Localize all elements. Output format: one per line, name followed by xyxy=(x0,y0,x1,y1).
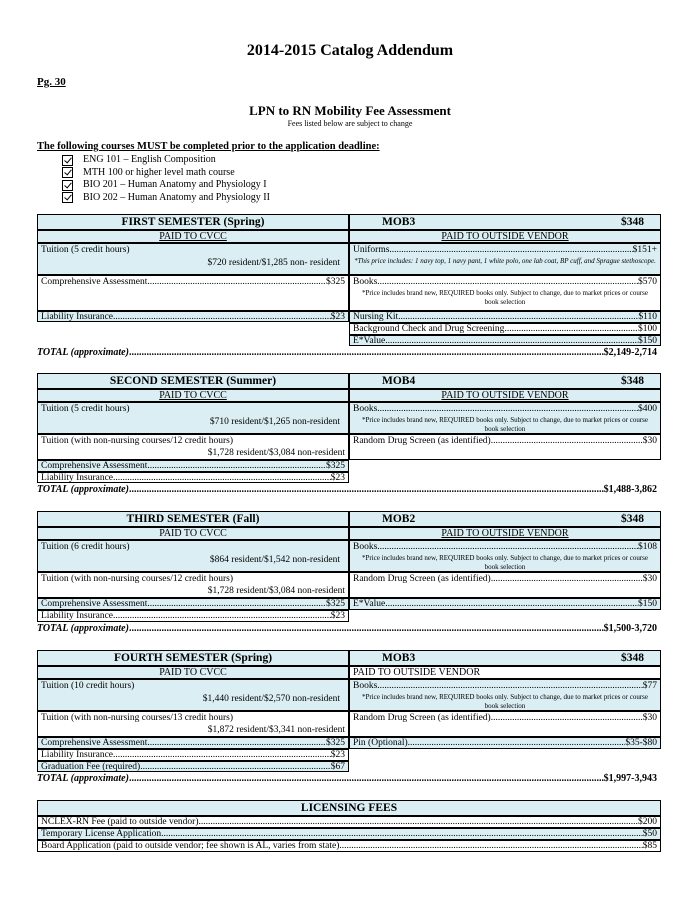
semester-heading: THIRD SEMESTER (Fall) xyxy=(37,511,349,527)
paid-to-vendor-heading: PAID TO OUTSIDE VENDOR xyxy=(349,389,661,402)
paid-to-vendor-heading: PAID TO OUTSIDE VENDOR xyxy=(349,527,661,540)
list-item: BIO 201 – Human Anatomy and Physiology I xyxy=(62,179,270,192)
course-fee-heading xyxy=(349,650,661,666)
fee-change-note: Fees listed below are subject to change xyxy=(287,119,413,128)
licensing-fees-table xyxy=(37,800,661,852)
graduation-fee-cell: Graduation Fee (required) ..... $67 xyxy=(37,761,349,772)
pin-cell: Pin (Optional) ..... $35-$80 xyxy=(349,737,661,749)
course-fee: $348 xyxy=(621,513,644,525)
tuition-cell: Tuition (6 credit hours) $864 resident/$1,542 non-resident xyxy=(37,540,349,572)
evalue-cell: E*Value ..... $150 xyxy=(349,598,661,610)
first-semester-total: TOTAL (approximate) ..... $2,149-2,714 xyxy=(37,347,657,358)
tuition-with-nonnursing-cell: Tuition (with non-nursing courses/12 credit hours) $1,728 resident/$3,084 non-resident xyxy=(37,572,349,598)
drug-screen-cell: Random Drug Screen (as identified) ..... $30 xyxy=(349,434,661,460)
liability-insurance-cell: Liability Insurance ..... $23 xyxy=(37,610,349,622)
paid-to-cvcc-heading: PAID TO CVCC xyxy=(37,389,349,402)
checkbox-checked-icon xyxy=(62,155,73,166)
books-cell: Books ..... $108 *Price includes brand new, REQUIRED books only. Subject to change, due to market prices or course book selection xyxy=(349,540,661,572)
list-item: BIO 202 – Human Anatomy and Physiology II xyxy=(62,192,270,205)
drug-screen-cell: Random Drug Screen (as identified) ..... $30 xyxy=(349,711,661,737)
course-fee-heading xyxy=(349,511,661,527)
semester-heading: FOURTH SEMESTER (Spring) xyxy=(37,650,349,666)
course-fee-heading xyxy=(349,214,661,230)
third-semester-table xyxy=(37,511,661,623)
third-semester-total: TOTAL (approximate) ..... $1,500-3,720 xyxy=(37,623,657,634)
books-cell: Books ..... $570 *Price includes brand new, REQUIRED books only. Subject to change, due to market prices or course book selection xyxy=(349,275,661,311)
course-code: MOB4 xyxy=(382,375,416,387)
licensing-fees-heading: LICENSING FEES xyxy=(37,800,661,816)
nursing-kit-cell: Nursing Kit ..... $110 xyxy=(349,311,661,323)
tuition-with-nonnursing-cell: Tuition (with non-nursing courses/13 credit hours) $1,872 resident/$3,341 non-resident xyxy=(37,711,349,737)
table-row: NCLEX-RN Fee (paid to outside vendor) ..... $200 xyxy=(37,816,661,828)
course-fee: $348 xyxy=(621,216,644,228)
books-cell: Books ..... $77 *Price includes brand new, REQUIRED books only. Subject to change, due to market prices or course book selection xyxy=(349,679,661,711)
evalue-cell: E*Value ..... $150 xyxy=(349,335,661,346)
paid-to-cvcc-heading: PAID TO CVCC xyxy=(37,666,349,679)
paid-to-cvcc-heading: PAID TO CVCC xyxy=(37,230,349,243)
fourth-semester-table xyxy=(37,650,661,772)
paid-to-vendor-heading: PAID TO OUTSIDE VENDOR xyxy=(349,230,661,243)
comprehensive-assessment-cell: Comprehensive Assessment ..... $325 xyxy=(37,275,349,311)
paid-to-vendor-heading: PAID TO OUTSIDE VENDOR xyxy=(349,666,661,679)
first-semester-table xyxy=(37,214,661,346)
course-fee: $348 xyxy=(621,375,644,387)
paid-to-cvcc-heading: PAID TO CVCC xyxy=(37,527,349,540)
checkbox-checked-icon xyxy=(62,192,73,203)
uniforms-cell: Uniforms ..... $151+ *This price includes: 1 navy top, 1 navy pant, 1 white polo, one lab coat, BP cuff, and Sprague stethoscope. xyxy=(349,243,661,275)
course-code: MOB3 xyxy=(382,216,416,228)
tuition-cell: Tuition (5 credit hours) $720 resident/$1,285 non- resident xyxy=(37,243,349,275)
table-row: Board Application (paid to outside vendor; fee shown is AL, varies from state) ..... $85 xyxy=(37,840,661,852)
fourth-semester-total: TOTAL (approximate) ..... $1,997-3,943 xyxy=(37,773,657,784)
comprehensive-assessment-cell: Comprehensive Assessment ..... $325 xyxy=(37,598,349,610)
liability-insurance-cell: Liability Insurance ..... $23 xyxy=(37,749,349,761)
second-semester-table xyxy=(37,373,661,483)
tuition-cell: Tuition (5 credit hours) $710 resident/$1,265 non-resident xyxy=(37,402,349,434)
prerequisite-list xyxy=(62,154,270,204)
tuition-with-nonnursing-cell: Tuition (with non-nursing courses/12 credit hours) $1,728 resident/$3,084 non-resident xyxy=(37,434,349,460)
second-semester-total: TOTAL (approximate) ..... $1,488-3,862 xyxy=(37,484,657,495)
list-item: MTH 100 or higher level math course xyxy=(62,167,270,180)
checkbox-checked-icon xyxy=(62,180,73,191)
comprehensive-assessment-cell: Comprehensive Assessment ..... $325 xyxy=(37,460,349,472)
prerequisite-heading: The following courses MUST be completed prior to the application deadline: xyxy=(37,141,380,152)
fee-assessment-title: LPN to RN Mobility Fee Assessment xyxy=(249,103,451,118)
list-item: ENG 101 – English Composition xyxy=(62,154,270,167)
books-cell: Books ..... $400 *Price includes brand new, REQUIRED books only. Subject to change, due to market prices or course book selection xyxy=(349,402,661,434)
course-fee: $348 xyxy=(621,652,644,664)
drug-screen-cell: Random Drug Screen (as identified) ..... $30 xyxy=(349,572,661,598)
course-fee-heading xyxy=(349,373,661,389)
liability-insurance-cell: Liability Insurance ..... $23 xyxy=(37,311,349,322)
course-code: MOB2 xyxy=(382,513,416,525)
semester-heading: FIRST SEMESTER (Spring) xyxy=(37,214,349,230)
document-title: 2014-2015 Catalog Addendum xyxy=(246,42,454,59)
course-code: MOB3 xyxy=(382,652,416,664)
liability-insurance-cell: Liability Insurance ..... $23 xyxy=(37,472,349,483)
comprehensive-assessment-cell: Comprehensive Assessment ..... $325 xyxy=(37,737,349,749)
page-number: Pg. 30 xyxy=(37,76,66,88)
table-row: Temporary License Application ..... $50 xyxy=(37,828,661,840)
background-check-cell: Background Check and Drug Screening ..... $100 xyxy=(349,323,661,335)
semester-heading: SECOND SEMESTER (Summer) xyxy=(37,373,349,389)
tuition-cell: Tuition (10 credit hours) $1,440 resident/$2,570 non-resident xyxy=(37,679,349,711)
checkbox-checked-icon xyxy=(62,167,73,178)
